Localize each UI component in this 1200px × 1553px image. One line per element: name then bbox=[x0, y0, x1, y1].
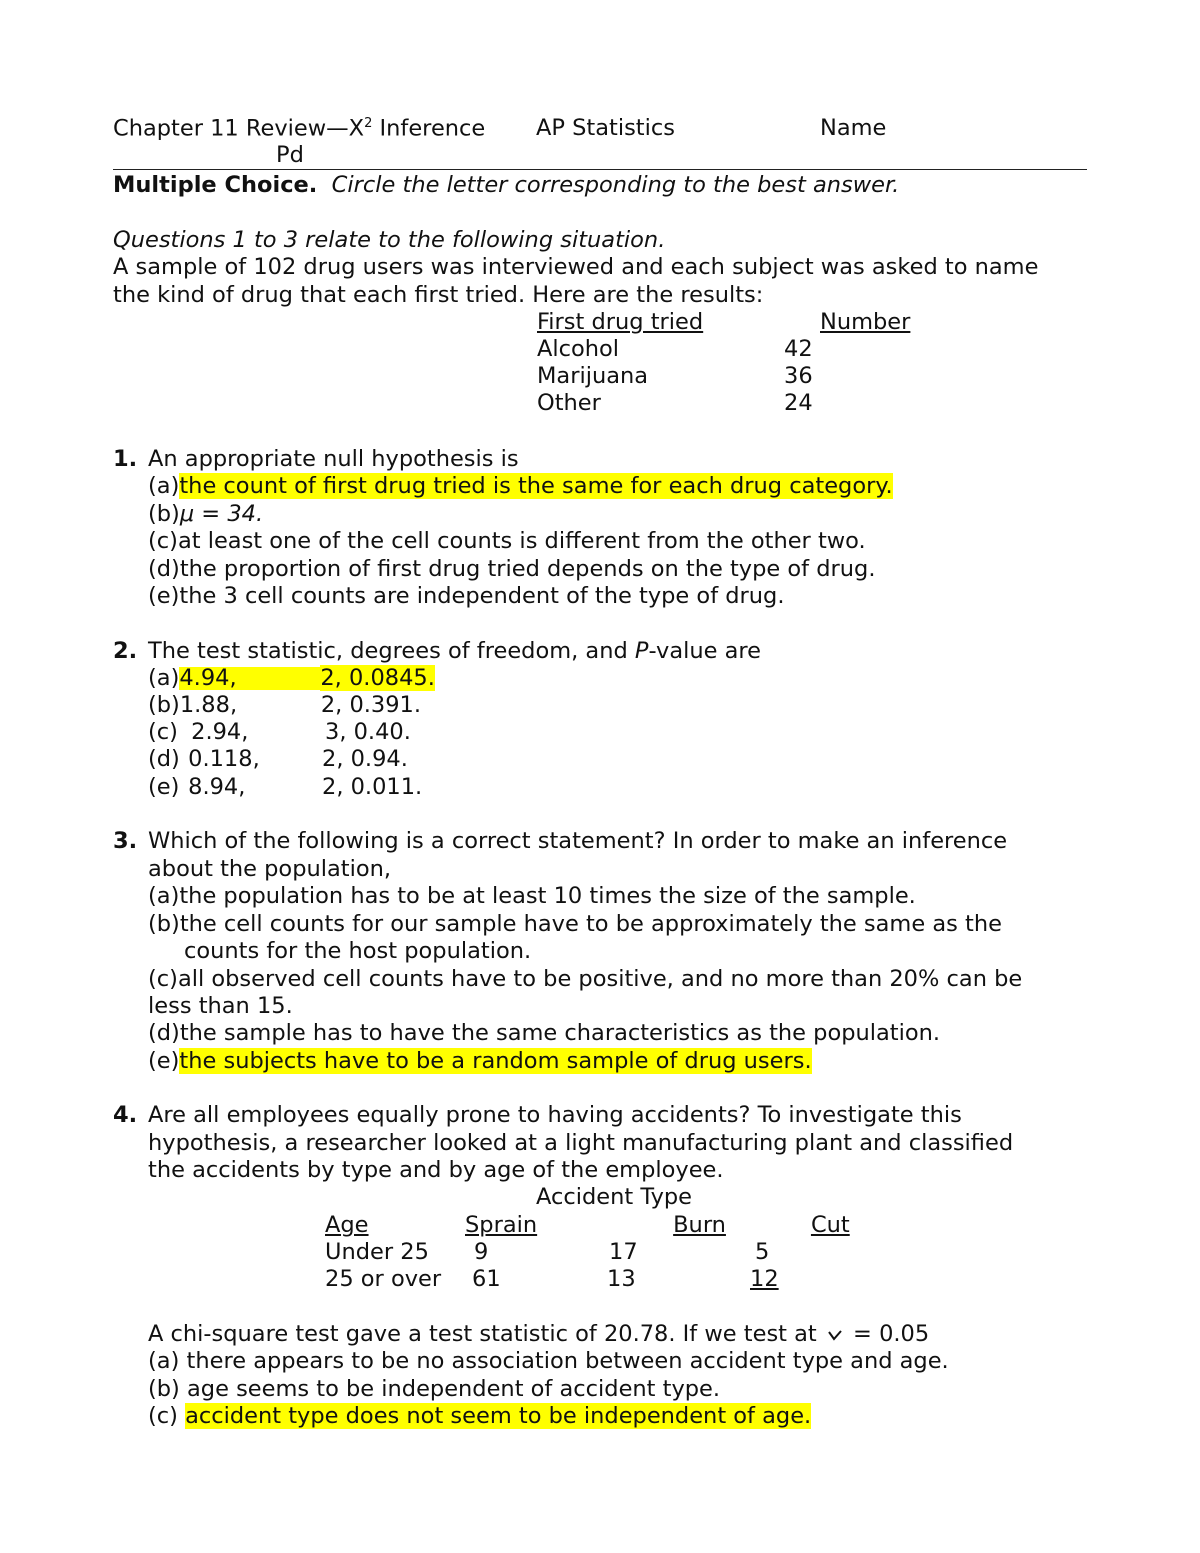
option-text-highlighted: accident type does not seem to be independent of age. bbox=[185, 1403, 812, 1429]
table-cell: 61 bbox=[472, 1266, 501, 1292]
option-rest: 2, 0.94. bbox=[322, 746, 408, 772]
situation-intro: Questions 1 to 3 relate to the following situation. bbox=[113, 227, 666, 253]
table-cell bbox=[784, 390, 910, 417]
table-cell: Other bbox=[537, 390, 601, 416]
col-header-first-drug: First drug tried bbox=[537, 309, 704, 335]
chapter-title-tail: Inference bbox=[372, 115, 486, 142]
instructions-title: Multiple Choice. bbox=[113, 172, 318, 198]
question-3 bbox=[113, 830, 1007, 853]
option-rest: 2, 0.391. bbox=[320, 692, 422, 718]
q1-option-c[interactable] bbox=[148, 530, 866, 553]
q4-stem-line-3: the accidents by type and by age of the employee. bbox=[148, 1157, 724, 1183]
q2-option-e[interactable] bbox=[148, 776, 422, 799]
option-text: the proportion of first drug tried depends on the type of drug. bbox=[179, 556, 876, 582]
table-cell: 17 bbox=[609, 1239, 638, 1265]
header-chapter bbox=[113, 117, 485, 140]
table-cell-value: 24 bbox=[784, 390, 813, 416]
q1-option-e[interactable] bbox=[148, 585, 785, 608]
table-cell: 5 bbox=[755, 1239, 770, 1265]
table-header-row bbox=[537, 309, 910, 336]
option-letter: (a) bbox=[148, 473, 180, 499]
col-header-number: Number bbox=[820, 309, 911, 335]
table-cell: 13 bbox=[607, 1266, 636, 1292]
table-row bbox=[537, 390, 910, 417]
option-rest-highlighted: 2, 0.0845. bbox=[320, 665, 435, 691]
table-cell: Under 25 bbox=[325, 1239, 429, 1265]
option-letter: (b) bbox=[148, 911, 180, 937]
question-stem-tail: -value are bbox=[648, 638, 762, 664]
table-row bbox=[537, 363, 910, 390]
option-stat: 1.88, bbox=[179, 692, 238, 718]
option-rest: 3, 0.40. bbox=[325, 719, 411, 745]
option-letter: (b) bbox=[148, 1376, 180, 1402]
question-2 bbox=[113, 640, 761, 663]
option-letter: (b) bbox=[148, 501, 180, 527]
table-cell: 25 or over bbox=[325, 1266, 442, 1292]
test-text: A chi-square test gave a test statistic of 20.78. If we test at bbox=[148, 1321, 824, 1347]
option-letter: (d) bbox=[148, 1020, 180, 1046]
situation-line-1: A sample of 102 drug users was interviewed and each subject was asked to name bbox=[113, 254, 1039, 280]
table-row bbox=[537, 336, 910, 363]
instructions bbox=[113, 174, 899, 197]
option-text: at least one of the cell counts is different from the other two. bbox=[177, 528, 866, 554]
option-letter: (d) bbox=[148, 556, 180, 582]
question-stem: An appropriate null hypothesis is bbox=[148, 446, 519, 472]
q2-option-d[interactable] bbox=[148, 748, 408, 771]
option-letter: (a) bbox=[148, 883, 180, 909]
instructions-text: Circle the letter corresponding to the best answer. bbox=[331, 172, 900, 198]
q3-option-e[interactable] bbox=[148, 1050, 812, 1073]
question-number: 1. bbox=[113, 446, 138, 472]
table-cell-value: 42 bbox=[784, 336, 813, 362]
name-label: Name bbox=[820, 115, 887, 141]
table-cell bbox=[784, 363, 910, 390]
drug-table bbox=[537, 309, 910, 417]
option-text: the population has to be at least 10 times the size of the sample. bbox=[179, 883, 916, 909]
option-text: all observed cell counts have to be positive, and no more than 20% can be bbox=[177, 966, 1023, 992]
option-text-highlighted: the subjects have to be a random sample of drug users. bbox=[179, 1048, 812, 1074]
option-letter: (e) bbox=[148, 583, 180, 609]
q3-option-b-line-2: counts for the host population. bbox=[184, 938, 532, 964]
option-letter: (c) bbox=[148, 528, 178, 554]
table-cell: 9 bbox=[474, 1239, 489, 1265]
option-text: there appears to be no association between accident type and age. bbox=[186, 1348, 949, 1374]
question-stem: Are all employees equally prone to having accidents? To investigate this bbox=[148, 1102, 962, 1128]
q3-option-c[interactable] bbox=[148, 968, 1022, 991]
table-cell bbox=[784, 336, 910, 363]
test-text-tail: = 0.05 bbox=[845, 1321, 930, 1347]
q2-option-c[interactable] bbox=[148, 721, 411, 744]
q1-option-d[interactable] bbox=[148, 558, 875, 581]
question-number: 3. bbox=[113, 828, 138, 854]
option-stat: 0.118, bbox=[181, 746, 260, 772]
option-letter: (a) bbox=[148, 1348, 180, 1374]
q4-option-b[interactable] bbox=[148, 1378, 720, 1401]
question-stem-italic: P bbox=[634, 638, 649, 664]
table-row bbox=[325, 1241, 769, 1264]
period-label: Pd bbox=[276, 142, 304, 168]
option-text: the 3 cell counts are independent of the type of drug. bbox=[179, 583, 785, 609]
option-letter: (e) bbox=[148, 774, 180, 800]
q3-option-b[interactable] bbox=[148, 913, 1002, 936]
option-stat-highlighted: 4.94, bbox=[179, 667, 320, 690]
option-letter: (d) bbox=[148, 746, 180, 772]
option-stat: 8.94, bbox=[181, 774, 246, 800]
q1-option-a[interactable] bbox=[148, 475, 893, 498]
option-text: the sample has to have the same characteristics as the population. bbox=[179, 1020, 941, 1046]
q2-option-b[interactable] bbox=[148, 694, 421, 717]
table-cell: 12 bbox=[750, 1266, 779, 1292]
option-letter: (c) bbox=[148, 719, 178, 745]
option-rest: 2, 0.011. bbox=[322, 774, 423, 800]
header-divider bbox=[113, 169, 1087, 170]
q3-option-a[interactable] bbox=[148, 885, 916, 908]
q3-option-c-line-2: less than 15. bbox=[148, 993, 293, 1019]
question-number: 2. bbox=[113, 638, 138, 664]
table-cell: Marijuana bbox=[537, 363, 649, 389]
accident-col-sprain: Sprain bbox=[465, 1212, 538, 1238]
question-number: 4. bbox=[113, 1102, 138, 1128]
situation-line-2: the kind of drug that each first tried. Here are the results: bbox=[113, 282, 764, 308]
alpha-icon bbox=[824, 1323, 846, 1346]
question-1 bbox=[113, 448, 519, 471]
table-cell-value: 36 bbox=[784, 363, 813, 389]
question-4 bbox=[113, 1104, 962, 1127]
accident-header-underline bbox=[371, 1214, 860, 1237]
option-text: the cell counts for our sample have to be approximately the same as the bbox=[179, 911, 1002, 937]
option-text: age seems to be independent of accident type. bbox=[187, 1376, 721, 1402]
table-cell: Alcohol bbox=[537, 336, 620, 362]
accident-col-age: Age bbox=[325, 1212, 369, 1238]
accident-table-title: Accident Type bbox=[536, 1184, 693, 1210]
option-text-highlighted: the count of first drug tried is the same for each drug category. bbox=[179, 473, 893, 499]
chapter-title: Chapter 11 Review—X bbox=[113, 115, 365, 142]
q4-option-c[interactable] bbox=[148, 1405, 811, 1428]
q3-option-d[interactable] bbox=[148, 1022, 940, 1045]
option-letter: (e) bbox=[148, 1048, 180, 1074]
question-stem: The test statistic, degrees of freedom, and bbox=[148, 638, 635, 664]
option-letter: (a) bbox=[148, 665, 180, 691]
q4-option-a[interactable] bbox=[148, 1350, 949, 1373]
chapter-superscript: 2 bbox=[364, 116, 373, 131]
option-letter: (c) bbox=[148, 1403, 178, 1429]
accident-col-cut: Cut bbox=[810, 1212, 850, 1238]
q4-stem-line-2: hypothesis, a researcher looked at a light manufacturing plant and classified bbox=[148, 1130, 1014, 1156]
q2-option-a[interactable] bbox=[148, 667, 435, 690]
q4-test-statement bbox=[148, 1323, 929, 1346]
course-label: AP Statistics bbox=[536, 115, 675, 141]
accident-col-burn: Burn bbox=[673, 1212, 726, 1238]
option-letter: (c) bbox=[148, 966, 178, 992]
q1-option-b[interactable] bbox=[148, 503, 263, 526]
option-stat: 2.94, bbox=[184, 719, 249, 745]
option-text: μ = 34. bbox=[179, 501, 264, 527]
q3-stem-line-2: about the population, bbox=[148, 856, 392, 882]
question-stem: Which of the following is a correct statement? In order to make an inference bbox=[148, 828, 1008, 854]
option-letter: (b) bbox=[148, 692, 180, 718]
table-row bbox=[325, 1268, 779, 1291]
